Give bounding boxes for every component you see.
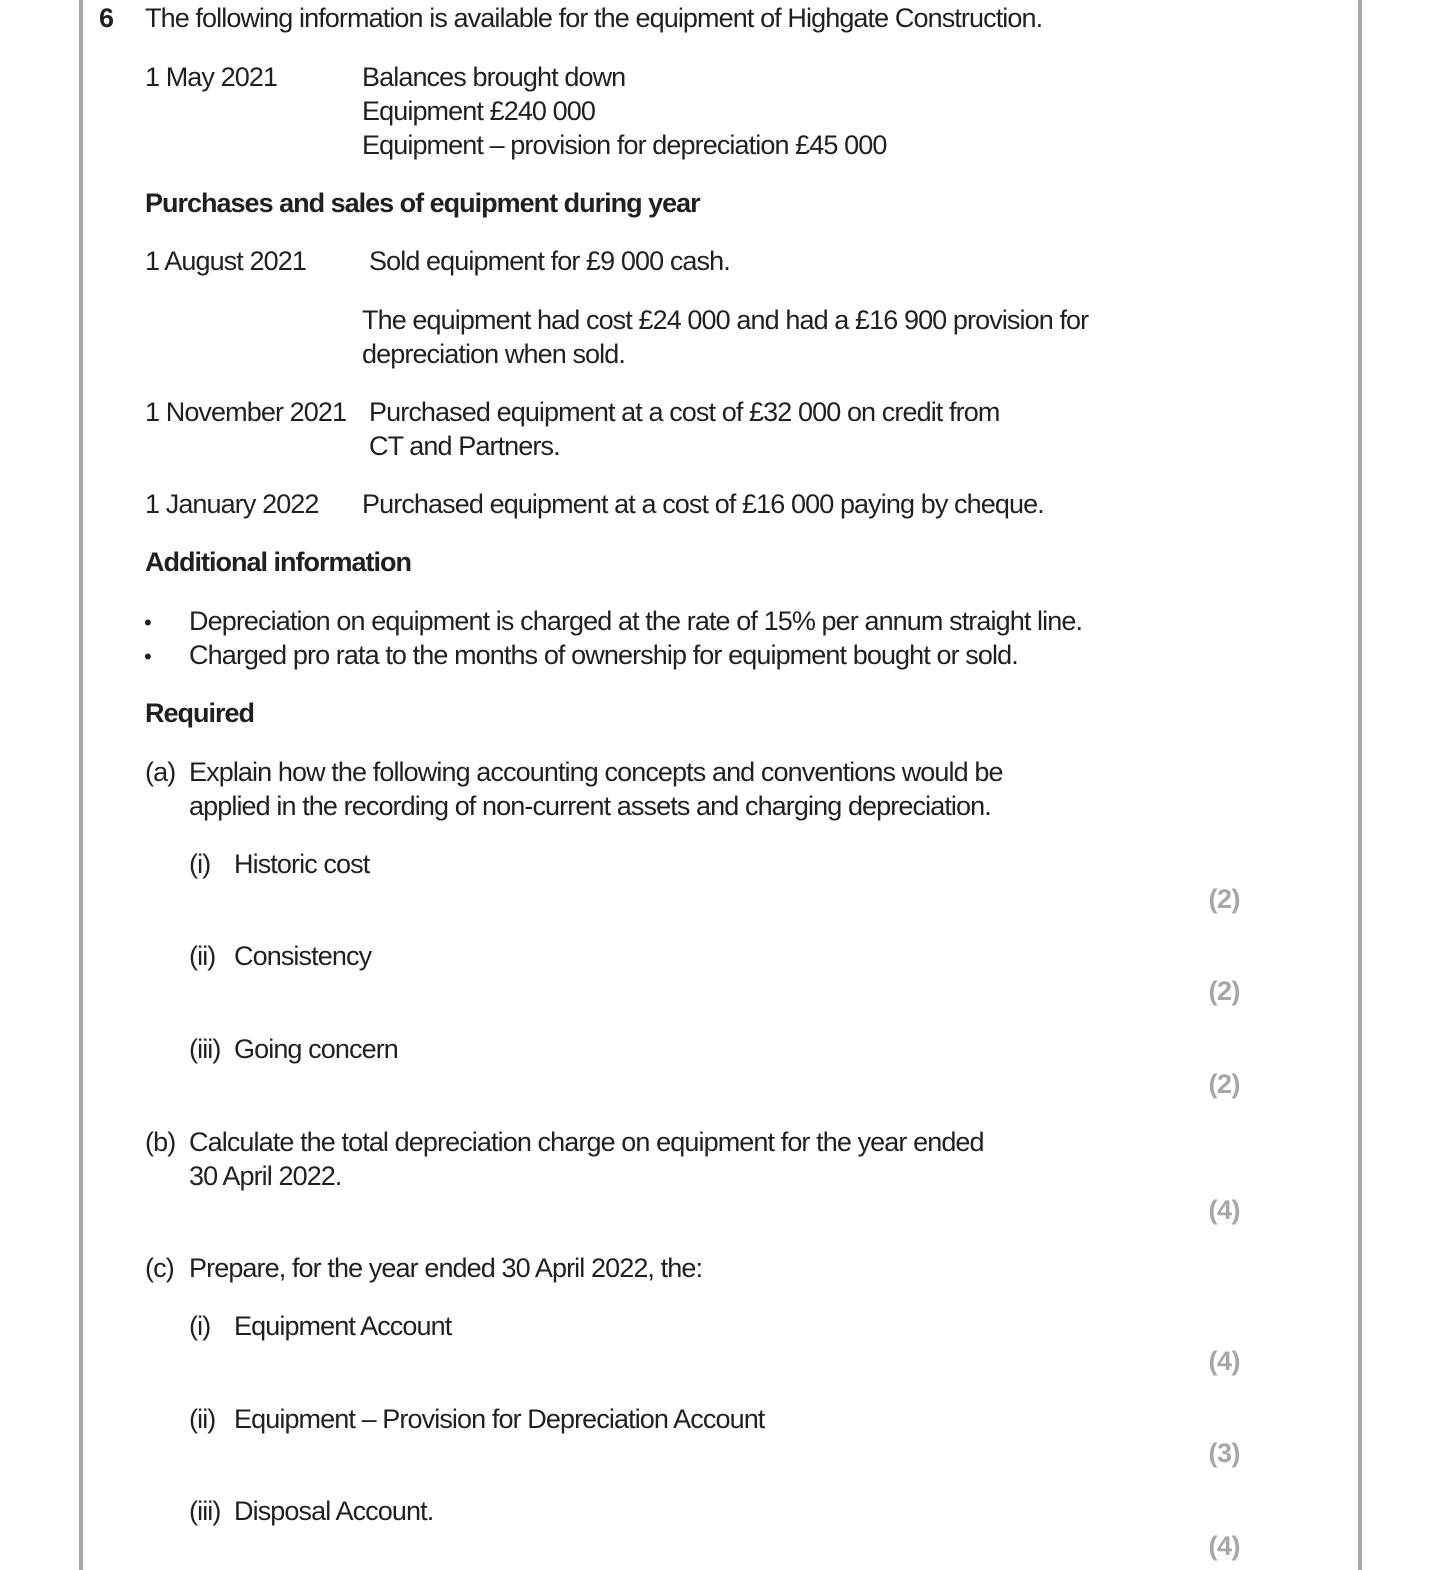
part-c-ii-text: Equipment – Provision for Depreciation Account (234, 1404, 765, 1434)
additional-info-bullet: Charged pro rata to the months of ownership for equipment bought or sold. (189, 640, 1018, 670)
transaction-text: Purchased equipment at a cost of £16 000 paying by cheque. (362, 489, 1044, 519)
transaction-text: Purchased equipment at a cost of £32 000 on credit from (369, 397, 1000, 427)
part-a-ii-label: (ii) (189, 941, 216, 971)
part-b-text: 30 April 2022. (189, 1161, 342, 1191)
part-c-iii-label: (iii) (189, 1496, 221, 1526)
part-a-label: (a) (145, 757, 176, 787)
page-border-left (79, 0, 83, 1570)
additional-info-heading: Additional information (145, 547, 411, 577)
part-c-label: (c) (145, 1253, 174, 1283)
required-heading: Required (145, 698, 255, 728)
bullet-icon: • (144, 610, 152, 635)
transaction-date: 1 August 2021 (145, 246, 306, 276)
opening-balance-date: 1 May 2021 (145, 62, 278, 92)
part-c-ii-label: (ii) (189, 1404, 216, 1434)
transactions-heading: Purchases and sales of equipment during year (145, 188, 700, 218)
part-a-iii-label: (iii) (189, 1034, 221, 1064)
part-a-text: applied in the recording of non-current assets and charging depreciation. (189, 791, 991, 821)
part-b-text: Calculate the total depreciation charge on equipment for the year ended (189, 1127, 984, 1157)
part-c-text: Prepare, for the year ended 30 April 2022, the: (189, 1253, 703, 1283)
marks-badge: (3) (1208, 1438, 1240, 1468)
marks-badge: (4) (1208, 1531, 1240, 1561)
transaction-text: Sold equipment for £9 000 cash. (369, 246, 730, 276)
part-a-i-text: Historic cost (234, 849, 370, 879)
additional-info-bullet: Depreciation on equipment is charged at the rate of 15% per annum straight line. (189, 606, 1083, 636)
part-b-label: (b) (145, 1127, 176, 1157)
marks-badge: (2) (1208, 1069, 1240, 1099)
transaction-text: CT and Partners. (369, 431, 560, 461)
transaction-note: The equipment had cost £24 000 and had a £16 900 provision for (362, 305, 1089, 335)
bullet-icon: • (144, 644, 152, 669)
question-number: 6 (99, 3, 114, 33)
part-a-ii-text: Consistency (234, 941, 372, 971)
part-a-iii-text: Going concern (234, 1034, 398, 1064)
transaction-date: 1 November 2021 (145, 397, 347, 427)
question-intro: The following information is available for the equipment of Highgate Construction. (145, 3, 1043, 33)
part-a-i-label: (i) (189, 849, 211, 879)
transaction-note: depreciation when sold. (362, 339, 625, 369)
part-c-i-text: Equipment Account (234, 1311, 452, 1341)
marks-badge: (4) (1208, 1195, 1240, 1225)
marks-badge: (2) (1208, 976, 1240, 1006)
opening-balance-line: Equipment £240 000 (362, 96, 595, 126)
part-c-iii-text: Disposal Account. (234, 1496, 434, 1526)
marks-badge: (2) (1208, 884, 1240, 914)
part-c-i-label: (i) (189, 1311, 211, 1341)
opening-balance-line: Balances brought down (362, 62, 626, 92)
marks-badge: (4) (1208, 1346, 1240, 1376)
opening-balance-line: Equipment – provision for depreciation £45 000 (362, 130, 887, 160)
part-a-text: Explain how the following accounting concepts and conventions would be (189, 757, 1003, 787)
page-border-right (1358, 0, 1362, 1570)
transaction-date: 1 January 2022 (145, 489, 319, 519)
